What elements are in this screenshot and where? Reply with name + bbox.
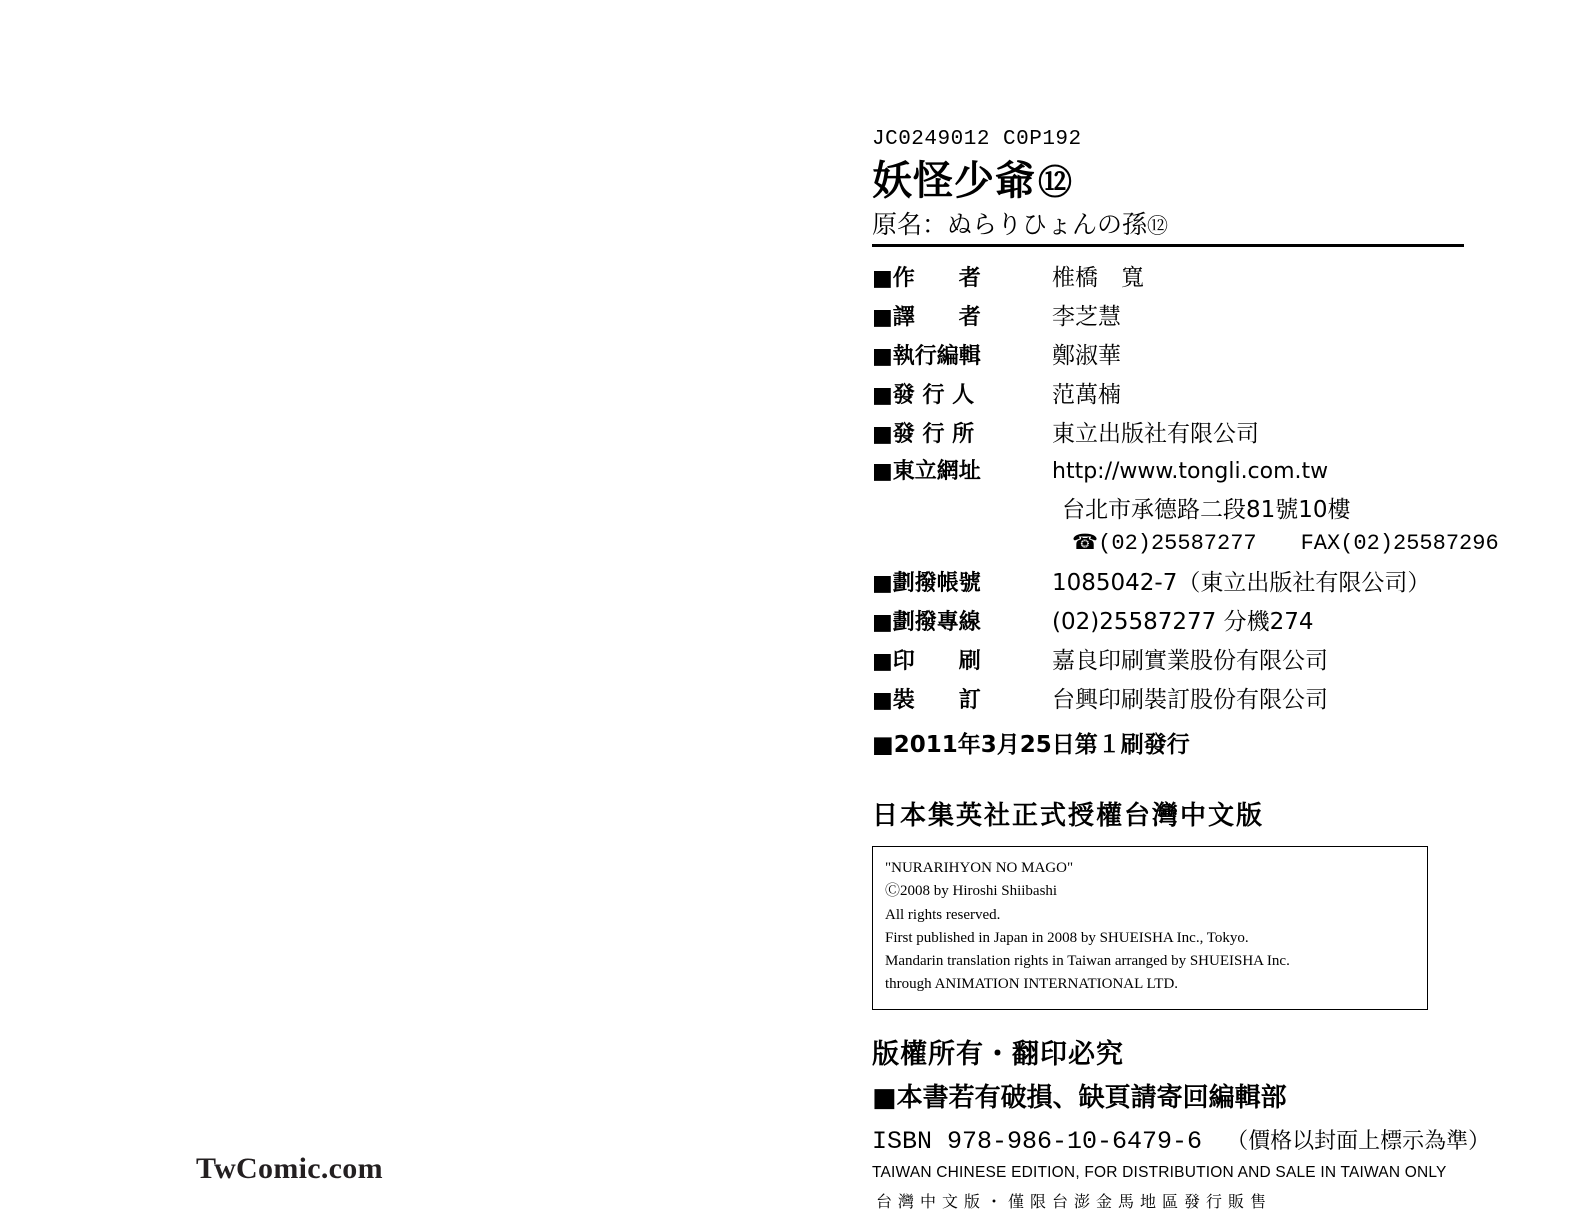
credit-value: 椎橋 寬 bbox=[1052, 265, 1144, 291]
credit-value: 范萬楠 bbox=[1052, 382, 1121, 408]
damage-notice: ■本書若有破損、缺頁請寄回編輯部 bbox=[872, 1082, 1287, 1113]
isbn-value: ISBN 978-986-10-6479-6 bbox=[872, 1126, 1203, 1156]
colophon-block bbox=[872, 128, 1499, 1212]
distribution-notice-en: TAIWAN CHINESE EDITION, FOR DISTRIBUTION AND SALE IN TAIWAN ONLY bbox=[872, 1163, 1447, 1181]
print-date: ■2011年3月25日第１刷發行 bbox=[872, 732, 1190, 758]
credit-label: ■作 者 bbox=[872, 266, 981, 291]
credit-label: ■劃撥專線 bbox=[872, 610, 981, 635]
table-row bbox=[872, 454, 1328, 491]
table-row bbox=[872, 298, 1328, 337]
page-title: 妖怪少爺 bbox=[872, 158, 1036, 204]
credit-label: ■發 行 所 bbox=[872, 422, 975, 447]
table-row bbox=[872, 681, 1430, 720]
phone-icon: ☎ bbox=[1072, 530, 1099, 554]
table-row bbox=[872, 337, 1328, 376]
credit-value: 台興印刷裝訂股份有限公司 bbox=[1052, 687, 1328, 713]
table-row bbox=[872, 415, 1328, 454]
credit-label: ■發 行 人 bbox=[872, 383, 975, 408]
table-row bbox=[872, 259, 1328, 298]
copyright-line: "NURARIHYON NO MAGO" bbox=[885, 860, 1074, 876]
credit-value: 1085042-7（東立出版社有限公司） bbox=[1052, 570, 1431, 596]
copyright-line: First published in Japan in 2008 by SHUEISHA Inc., Tokyo. bbox=[885, 929, 1249, 946]
site-watermark: TwComic.com bbox=[196, 1152, 383, 1185]
credit-value: 李芝慧 bbox=[1052, 304, 1121, 330]
contact-line bbox=[872, 530, 1499, 556]
credit-label: ■執行編輯 bbox=[872, 344, 981, 369]
original-title: 原名：ぬらりひょんの孫 bbox=[872, 210, 1148, 239]
phone-number: (02)25587277 bbox=[1098, 531, 1257, 556]
title-volume-number: ⑫ bbox=[1038, 163, 1072, 203]
credit-label: ■譯 者 bbox=[872, 305, 981, 330]
publisher-address: 台北市承德路二段81號10樓 bbox=[1062, 497, 1351, 523]
copyright-line: through ANIMATION INTERNATIONAL LTD. bbox=[885, 976, 1179, 993]
copyright-line: All rights reserved. bbox=[885, 906, 1001, 923]
divider bbox=[872, 244, 1464, 247]
price-note: （價格以封面上標示為準） bbox=[1226, 1128, 1491, 1154]
table-row bbox=[872, 376, 1328, 415]
table-row bbox=[872, 642, 1430, 681]
credit-value: 鄭淑華 bbox=[1052, 343, 1121, 369]
copyright-box bbox=[872, 846, 1428, 1010]
credit-label: ■印 刷 bbox=[872, 649, 981, 674]
credit-value: 東立出版社有限公司 bbox=[1052, 421, 1259, 447]
distribution-notice-cjk: 台灣中文版・僅限台澎金馬地區發行販售 bbox=[876, 1191, 1273, 1211]
credit-label: ■裝 訂 bbox=[872, 688, 981, 713]
credits-table bbox=[872, 259, 1328, 491]
fax-number: FAX(02)25587296 bbox=[1300, 531, 1499, 556]
catalog-code: JC0249012 C0P192 bbox=[872, 128, 1082, 151]
credit-label: ■劃撥帳號 bbox=[872, 571, 981, 596]
copyright-line: Ⓒ2008 by Hiroshi Shiibashi bbox=[885, 883, 1058, 900]
title-row bbox=[872, 159, 1472, 203]
rights-notice: 版權所有・翻印必究 bbox=[872, 1038, 1124, 1070]
credit-value: 嘉良印刷實業股份有限公司 bbox=[1052, 648, 1328, 674]
credit-label: ■東立網址 bbox=[872, 459, 981, 484]
credit-value: (02)25587277 分機274 bbox=[1052, 609, 1314, 635]
table-row bbox=[872, 564, 1430, 603]
table-row bbox=[872, 603, 1430, 642]
original-title-volume-number: ⑫ bbox=[1147, 214, 1169, 238]
isbn-line bbox=[872, 1124, 1491, 1156]
copyright-line: Mandarin translation rights in Taiwan arranged by SHUEISHA Inc. bbox=[885, 953, 1290, 969]
original-title-row bbox=[872, 205, 1472, 241]
website-url[interactable]: http://www.tongli.com.tw bbox=[1052, 459, 1329, 484]
credits-table-secondary bbox=[872, 564, 1430, 720]
authorization-notice: 日本集英社正式授權台灣中文版 bbox=[872, 801, 1265, 831]
